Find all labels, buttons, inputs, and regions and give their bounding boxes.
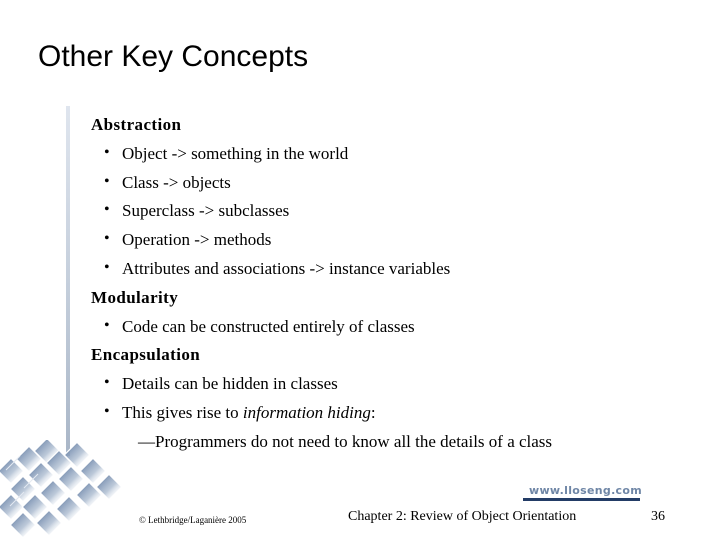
footer-chapter: Chapter 2: Review of Object Orientation: [348, 509, 577, 524]
slide-title: Other Key Concepts: [38, 40, 309, 73]
vertical-accent-line: [66, 106, 70, 456]
bullet-glyph: •: [104, 259, 110, 276]
bullet-glyph: •: [104, 403, 110, 420]
bullet-text-prefix: This gives rise to: [122, 403, 243, 422]
bullet-glyph: •: [104, 144, 110, 161]
bullet-text: Object -> something in the world: [122, 144, 349, 163]
site-url: www.lloseng.com: [529, 484, 642, 497]
section-heading-abstraction: Abstraction: [91, 115, 182, 134]
bullet-text: [122, 403, 376, 423]
sub-bullet: —Programmers do not need to know all the details of a class: [138, 432, 553, 451]
bullet-glyph: •: [104, 317, 110, 334]
footer-copyright: © Lethbridge/Laganière 2005: [139, 515, 247, 525]
bullet-glyph: •: [104, 173, 110, 190]
bullet-text: Superclass -> subclasses: [122, 201, 290, 220]
bullet-text-suffix: :: [370, 403, 376, 422]
bullet-glyph: •: [104, 374, 110, 391]
section-heading-modularity: Modularity: [91, 288, 179, 307]
bullet-text: Details can be hidden in classes: [122, 374, 338, 393]
decorative-tile-graphic: [0, 440, 130, 540]
bullet-text: Attributes and associations -> instance variables: [122, 259, 451, 278]
bullet-glyph: •: [104, 201, 110, 218]
bullet-text: Operation -> methods: [122, 230, 272, 249]
emphasis-information-hiding: information hiding: [242, 403, 371, 422]
url-underline-bar: [523, 498, 640, 501]
section-heading-encapsulation: Encapsulation: [91, 345, 201, 364]
bullet-glyph: •: [104, 230, 110, 247]
bullet-text: Class -> objects: [122, 173, 231, 192]
page-number: 36: [651, 509, 665, 524]
bullet-text: Code can be constructed entirely of classes: [122, 317, 415, 336]
